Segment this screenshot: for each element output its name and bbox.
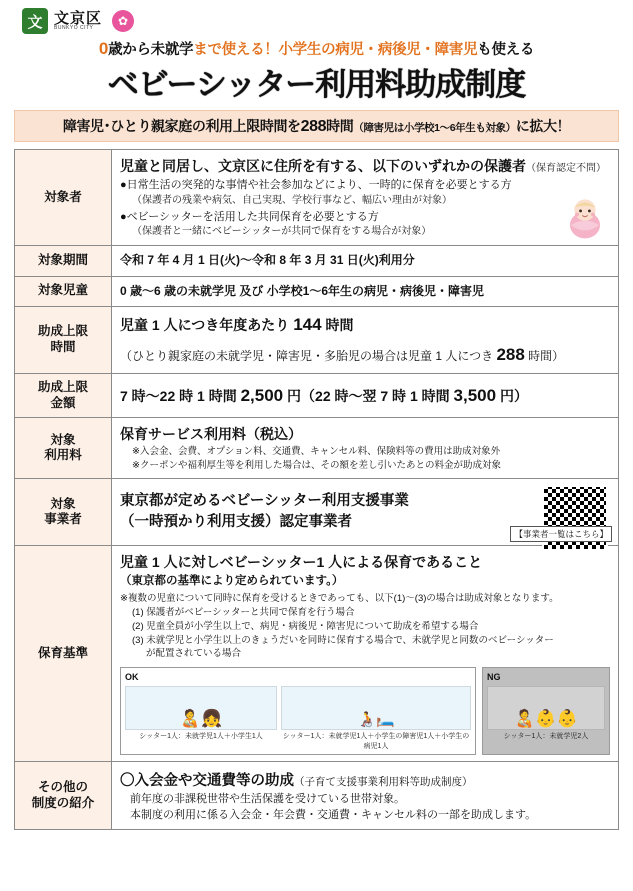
example-ng-image	[487, 686, 605, 730]
limit-hours-label-line1: 助成上限	[37, 324, 88, 339]
catch-rest4: も使える	[477, 42, 535, 58]
limit-amount-pre: 7 時～22 時 1 時間	[120, 387, 241, 404]
catch-rest2: まで使える！	[193, 42, 279, 58]
row-value-other	[112, 762, 619, 830]
other-sub-1: 前年度の非課税世帯や生活保護を受けている世帯対象。	[130, 793, 405, 806]
row-label-target-child: 対象児童	[15, 276, 112, 306]
highlight-post: に拡大！	[515, 118, 571, 134]
criteria-note-3b: が配置されている場合	[146, 648, 242, 660]
example-ok-caption-2: シッター1人：未就学児1人＋小学生の障害児1人＋小学生の病児1人	[282, 733, 470, 751]
example-ok	[120, 667, 476, 755]
target-person-main: 児童と同居し、文京区に住所を有する、以下のいずれかの保護者	[120, 158, 526, 174]
other-heading-text: 入会金や交通費等の助成	[134, 773, 294, 790]
table-row-target-fee	[15, 418, 619, 479]
table-row-limit-hours	[15, 306, 619, 373]
row-value-limit-amount	[112, 374, 619, 418]
example-ng-tag: NG	[487, 672, 501, 683]
title-wrap	[0, 59, 633, 104]
people-figures-ng-icon: 🧑‍🍼👶👶	[514, 709, 578, 729]
other-heading	[120, 769, 610, 790]
limit-hours-line1-post: 時間	[321, 316, 354, 333]
table-row-criteria	[15, 546, 619, 762]
table-row-other	[15, 762, 619, 830]
target-person-bullet-2: ●ベビーシッターを活用した共同保育を必要とする方	[120, 210, 379, 223]
target-provider-label-line1: 対象	[50, 496, 76, 511]
example-ng-caption: シッター1人：未就学児2人	[503, 733, 589, 741]
row-label-criteria: 保育基準	[15, 546, 112, 762]
row-label-limit-amount	[15, 374, 112, 418]
city-logo-text	[54, 11, 102, 32]
criteria-examples	[120, 667, 610, 755]
target-person-bullet-1: ●日常生活の突発的な事情や社会参加などにより、一時的に保育を必要とする方	[120, 179, 512, 192]
people-figures-icon: 🧑‍🍼👧	[179, 709, 223, 729]
example-ok-image-1	[125, 686, 277, 730]
example-ok-case-2	[281, 686, 471, 752]
example-ng	[482, 667, 610, 755]
target-fee-note-2: ※クーポンや福利厚生等を利用した場合は、その額を差し引いたあとの料金が助成対象	[132, 459, 501, 471]
criteria-line2: （東京都の基準により定められています。）	[120, 574, 344, 587]
target-person-bullet-2-sub: （保護者と一緒にベビーシッターが共同で保育をする場合が対象）	[132, 226, 432, 238]
criteria-line1: 児童 1 人に対しベビーシッター1 人による保育であること	[120, 554, 483, 571]
example-ok-image-2	[281, 686, 471, 730]
table-row-target-child	[15, 276, 619, 306]
example-ok-tag: OK	[125, 672, 139, 683]
row-label-limit-hours	[15, 306, 112, 373]
catch-zero: 0	[98, 39, 109, 58]
qr-caption: 【事業者一覧はこちら】	[510, 526, 612, 542]
row-value-target-fee	[112, 418, 619, 479]
target-person-bullet-1-sub: （保護者の残業や病気、自己実現、学校行事など、幅広い理由が対象）	[132, 194, 452, 206]
limit-hours-line2-post: 時間）	[524, 348, 565, 363]
highlight-bar	[14, 110, 619, 142]
highlight-number: 288	[300, 118, 327, 135]
page-title: ベビーシッター利用料助成制度	[107, 67, 526, 103]
catch-rest3: 小学生の病児・病後児・障害児	[278, 42, 478, 58]
city-logo	[0, 0, 633, 36]
row-value-target-person	[112, 150, 619, 246]
other-sub-2: 本制度の利用に係る入会金・年会費・交通費・キャンセル料の一部を助成します。	[130, 809, 537, 822]
limit-hours-line2-pre: （ひとり親家庭の未就学児・障害児・多胎児の場合は児童 1 人につき	[120, 348, 497, 363]
bunkyo-mark-icon: 文	[22, 8, 48, 34]
row-value-target-period: 令和 7 年 4 月 1 日(火)～令和 8 年 3 月 31 日(火)利用分	[112, 246, 619, 276]
limit-amount-label-line1: 助成上限	[37, 380, 88, 395]
row-value-target-provider	[112, 479, 619, 546]
other-heading-mark: 〇	[120, 773, 135, 790]
limit-hours-line1-pre: 児童 1 人につき年度あたり	[120, 316, 294, 333]
table-row-limit-amount	[15, 374, 619, 418]
example-ok-caption-1: シッター1人：未就学児1人＋小学生1人	[139, 733, 263, 741]
flower-icon: ✿	[112, 10, 134, 32]
example-ok-rows	[125, 686, 471, 752]
row-label-target-period: 対象期間	[15, 246, 112, 276]
limit-amount-label-line2: 金額	[50, 395, 76, 410]
row-label-target-fee	[15, 418, 112, 479]
target-person-main-note: （保育認定不問）	[526, 163, 606, 174]
table-row-target-provider	[15, 479, 619, 546]
target-provider-label-line2: 事業者	[44, 512, 82, 527]
limit-amount-number-2: 3,500	[453, 385, 497, 405]
target-provider-line1: 東京都が定めるベビーシッター利用支援事業	[120, 492, 409, 509]
catch-rest1: 歳から未就学	[108, 42, 194, 58]
city-name-en: BUNKYO CITY	[54, 25, 94, 32]
table-row-target-period	[15, 246, 619, 276]
catch-copy	[0, 38, 633, 59]
limit-amount-post: 円）	[496, 387, 528, 404]
example-ok-case-1	[125, 686, 277, 752]
limit-hours-number-1: 144	[293, 314, 322, 334]
criteria-note-head: ※複数の児童について同時に保育を受けるときであっても、以下(1)～(3)の場合は助成対象となります。	[120, 593, 559, 605]
row-value-criteria	[112, 546, 619, 762]
limit-hours-label-line2: 時間	[50, 340, 76, 355]
other-heading-note: （子育て支援事業利用料等助成制度）	[294, 776, 473, 789]
target-fee-label-line1: 対象	[50, 432, 76, 447]
highlight-paren: （障害児は小学校1～6年生も対象）	[353, 122, 516, 134]
city-name-jp: 文京区	[54, 9, 103, 27]
highlight-pre: 障害児･ひとり親家庭の利用上限時間を	[62, 118, 301, 134]
row-label-target-person: 対象者	[15, 150, 112, 246]
highlight-mid: 時間	[326, 118, 354, 134]
limit-amount-mid: 円（22 時～翌 7 時 1 時間	[283, 387, 454, 404]
target-fee-main: 保育サービス利用料（税込）	[120, 426, 302, 443]
target-provider-line2: （一時預かり利用支援）認定事業者	[120, 514, 352, 531]
table-row-target-person	[15, 150, 619, 246]
info-table	[14, 149, 619, 830]
baby-illustration-icon	[558, 195, 612, 241]
criteria-note-2: (2) 児童全員が小学生以上で、病児・病後児・障害児について助成を希望する場合	[132, 620, 479, 632]
row-value-target-child: 0 歳～6 歳の未就学児 及び 小学校1～6年生の病児・病後児・障害児	[112, 276, 619, 306]
row-label-target-provider	[15, 479, 112, 546]
row-label-other	[15, 762, 112, 830]
row-value-limit-hours	[112, 306, 619, 373]
limit-hours-line2	[120, 343, 610, 368]
limit-amount-number-1: 2,500	[240, 385, 284, 405]
other-label-line2: 制度の紹介	[31, 795, 95, 810]
people-wheelchair-icon: 🧑‍🦽🛏️	[357, 711, 395, 729]
criteria-note-1: (1) 保護者がベビーシッターと共同で保育を行う場合	[132, 607, 355, 619]
other-label-line1: その他の	[37, 780, 88, 795]
limit-hours-line1	[120, 313, 610, 338]
target-fee-note-1: ※入会金、会費、オプション料、交通費、キャンセル料、保険料等の費用は助成対象外	[132, 445, 501, 457]
criteria-note-3: (3) 未就学児と小学生以上のきょうだいを同時に保育する場合で、未就学児と同数のベビーシッター	[132, 634, 554, 646]
limit-hours-number-2: 288	[496, 344, 525, 364]
target-fee-label-line2: 利用料	[44, 448, 82, 463]
